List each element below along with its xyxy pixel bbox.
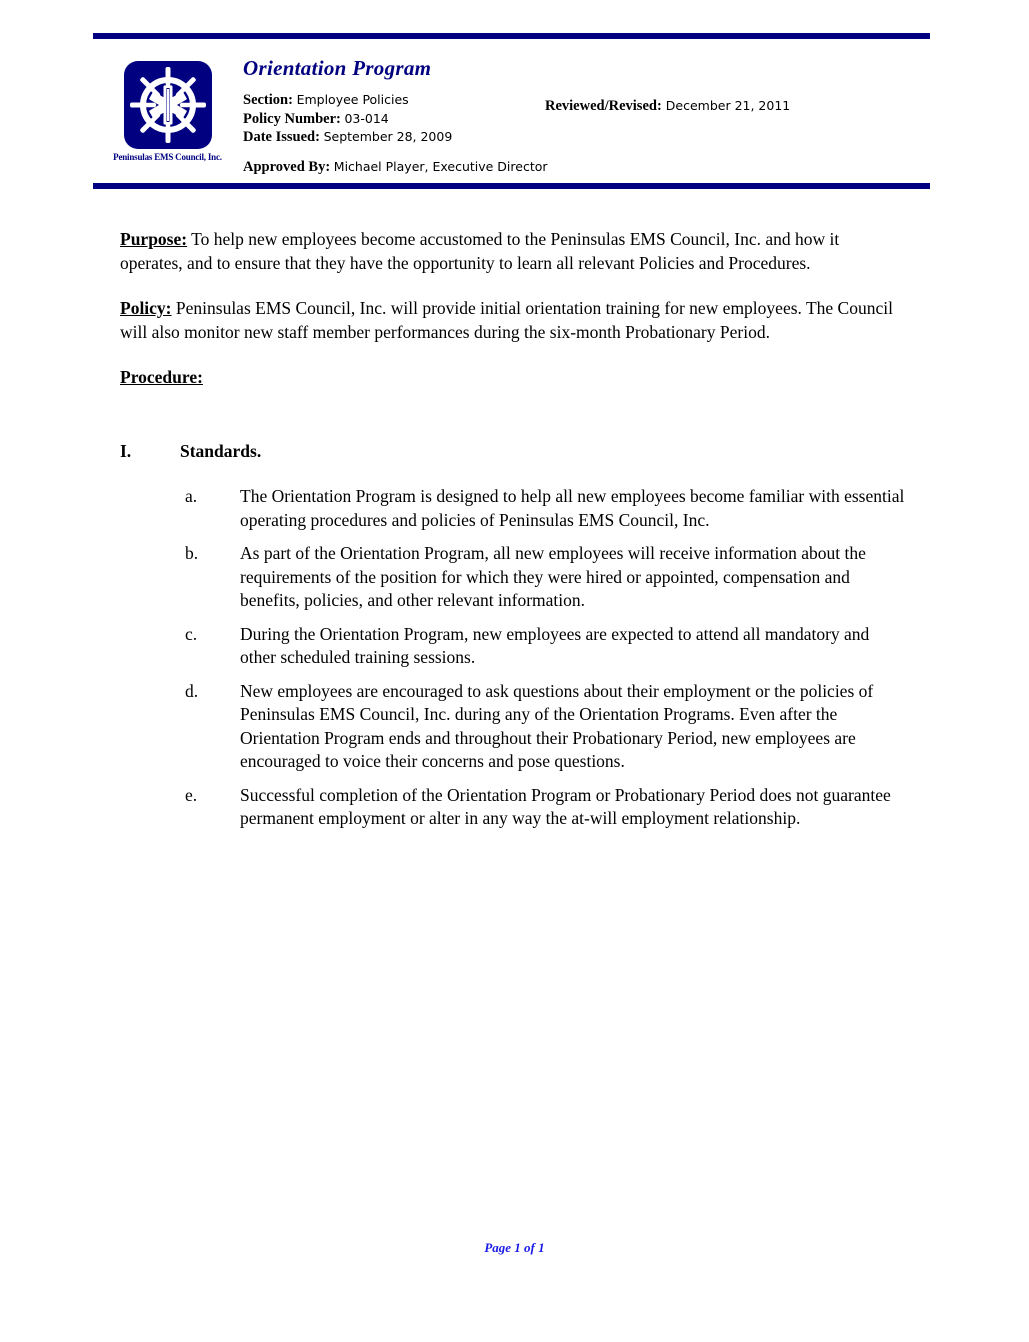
- list-item-marker: b.: [185, 543, 199, 563]
- page-footer: Page 1 of 1: [484, 1240, 545, 1255]
- procedure-heading-row: [120, 366, 905, 416]
- policy-number-label: Policy Number:: [243, 110, 341, 127]
- meta-row-reviewed-revised: [545, 97, 790, 115]
- header-top-rule: [93, 33, 930, 39]
- approved-by-label: Approved By:: [243, 158, 331, 175]
- date-issued-value: September 28, 2009: [323, 129, 453, 144]
- logo-caption: Peninsulas EMS Council, Inc.: [113, 152, 222, 162]
- section-value: Employee Policies: [296, 92, 409, 107]
- list-item-marker: a.: [185, 486, 198, 506]
- list-item: [185, 784, 905, 831]
- purpose-label: Purpose:: [120, 229, 188, 249]
- list-item: [185, 623, 905, 670]
- header-text-column: [243, 56, 930, 176]
- header-bottom-rule: [93, 183, 930, 189]
- date-issued-label: Date Issued:: [243, 129, 320, 145]
- reviewed-revised-label: Reviewed/Revised:: [545, 98, 662, 114]
- procedure-heading: Procedure:: [120, 367, 203, 387]
- list-item-text: The Orientation Program is designed to help all new employees become familiar with essential operating procedures and policies of Peninsulas EMS Council, Inc.: [240, 486, 905, 530]
- section-label: Section:: [243, 92, 293, 108]
- approved-by-value: Michael Player, Executive Director: [333, 158, 548, 174]
- policy-paragraph: [120, 297, 905, 344]
- meta-row-date-issued: [243, 128, 930, 147]
- reviewed-revised-value: December 21, 2011: [665, 98, 791, 113]
- page-title: Orientation Program: [243, 56, 432, 80]
- section-heading-standards: [120, 440, 905, 464]
- policy-label: Policy:: [120, 298, 172, 318]
- section-label: Standards.: [180, 440, 262, 461]
- list-item-text: During the Orientation Program, new employees are expected to attend all mandatory and other scheduled training sessions.: [240, 623, 870, 667]
- list-item-text: As part of the Orientation Program, all new employees will receive information about the requirements of the position for which they were hired or appointed, compensation and benefits, policies, and other relevant information.: [240, 543, 866, 610]
- list-item-marker: c.: [185, 623, 198, 644]
- policy-number-value: 03-014: [344, 110, 389, 126]
- list-item-text: Successful completion of the Orientation Program or Probationary Period does not guarantee permanent employment or alter in any way the at-will employment relationship.: [240, 784, 891, 828]
- list-item-marker: d.: [185, 680, 199, 701]
- meta-row-approved-by: [243, 158, 930, 177]
- list-item: [185, 680, 905, 774]
- standards-list: [120, 485, 905, 831]
- ship-wheel-star-of-life-icon: [124, 61, 212, 149]
- list-item-marker: e.: [185, 784, 198, 805]
- policy-text: Peninsulas EMS Council, Inc. will provide initial orientation training for new employees. The Council will also monitor new staff member performances during the six-month Probationary Period.: [120, 298, 893, 342]
- document-header: [93, 48, 930, 178]
- list-item: [185, 485, 905, 532]
- list-item-text: New employees are encouraged to ask questions about their employment or the policies of Peninsulas EMS Council, Inc. during any of the Orientation Programs. Even after the Orientation Program ends and throughout their Probationary Period, new employees are encouraged to voice their concerns and pose questions.: [240, 680, 874, 771]
- list-item: [185, 542, 905, 613]
- organization-logo: [100, 61, 235, 162]
- section-number: I.: [120, 440, 132, 461]
- document-body: [120, 228, 905, 841]
- purpose-paragraph: [120, 228, 905, 275]
- purpose-text: To help new employees become accustomed to the Peninsulas EMS Council, Inc. and how it operates, and to ensure that they have the opportunity to learn all relevant Policies and Procedures.: [120, 229, 840, 273]
